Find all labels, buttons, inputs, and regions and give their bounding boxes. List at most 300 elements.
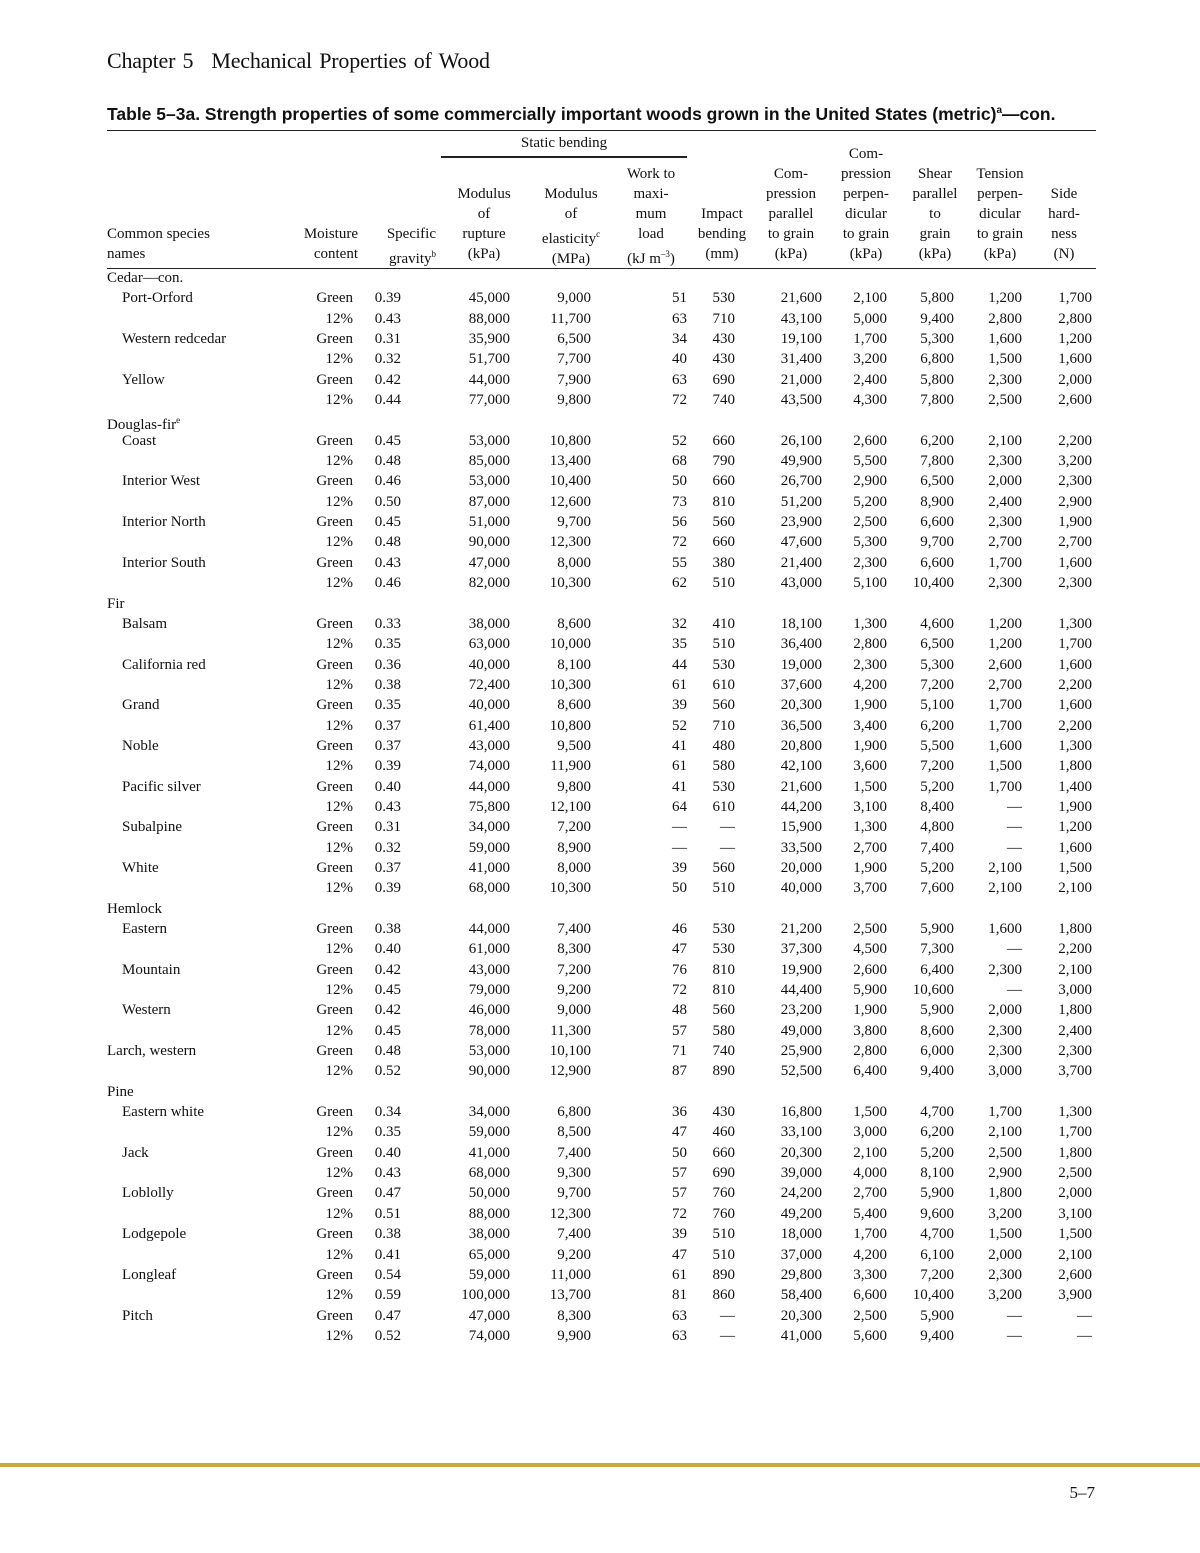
cell-shear-parallel: 5,900 — [920, 1002, 954, 1019]
cell-compression-perpendicular: 2,700 — [853, 839, 887, 856]
cell-modulus-of-elasticity: 10,400 — [549, 473, 591, 490]
cell-impact-bending: 690 — [712, 1165, 735, 1182]
group-row — [107, 1041, 1096, 1061]
cell-moisture-content: Green — [316, 656, 353, 673]
cell-tension-perpendicular: 1,700 — [988, 697, 1022, 714]
cell-work-to-max-load: 76 — [672, 961, 687, 978]
cell-modulus-of-elasticity: 8,300 — [557, 1307, 591, 1324]
cell-moisture-content: 12% — [325, 717, 353, 734]
cell-moisture-content: Green — [316, 1002, 353, 1019]
cell-work-to-max-load: 39 — [672, 1226, 687, 1243]
cell-work-to-max-load: 32 — [672, 615, 687, 632]
cell-work-to-max-load: 72 — [672, 982, 687, 999]
cell-compression-perpendicular: 1,900 — [853, 737, 887, 754]
cell-side-hardness: 2,100 — [1058, 880, 1092, 897]
cell-side-hardness: 2,200 — [1058, 941, 1092, 958]
cell-compression-perpendicular: 2,500 — [853, 1307, 887, 1324]
cell-modulus-of-elasticity: 9,200 — [557, 982, 591, 999]
cell-specific-gravity: 0.52 — [374, 1063, 401, 1080]
cell-modulus-of-rupture: 59,000 — [468, 839, 510, 856]
cell-compression-perpendicular: 5,200 — [853, 493, 887, 510]
cell-specific-gravity: 0.46 — [374, 473, 401, 490]
cell-modulus-of-elasticity: 9,200 — [557, 1246, 591, 1263]
cell-work-to-max-load: 46 — [672, 921, 687, 937]
cell-moisture-content: 12% — [325, 982, 353, 999]
cell-compression-parallel: 23,200 — [780, 1002, 822, 1019]
cell-side-hardness: 3,000 — [1058, 982, 1092, 999]
cell-modulus-of-rupture: 40,000 — [468, 656, 510, 673]
cell-moisture-content: 12% — [325, 1287, 353, 1304]
cell-moisture-content: 12% — [325, 310, 353, 327]
cell-tension-perpendicular: 2,000 — [988, 1002, 1022, 1019]
cell-compression-parallel: 49,000 — [780, 1022, 822, 1039]
chapter-title: Mechanical Properties of Wood — [211, 48, 490, 73]
cell-specific-gravity: 0.40 — [374, 778, 401, 795]
species-name: Interior West — [122, 473, 201, 490]
species-name: Port-Orford — [122, 290, 193, 307]
cell-compression-parallel: 37,600 — [780, 676, 822, 693]
cell-specific-gravity: 0.38 — [374, 921, 401, 937]
cell-tension-perpendicular: 2,100 — [988, 880, 1022, 897]
cell-tension-perpendicular: — — [1007, 839, 1022, 856]
cell-compression-perpendicular: 2,700 — [853, 1185, 887, 1202]
cell-compression-perpendicular: 3,300 — [853, 1266, 887, 1283]
cell-specific-gravity: 0.39 — [374, 880, 401, 897]
cell-compression-perpendicular: 2,800 — [853, 1043, 887, 1060]
cell-shear-parallel: 10,600 — [912, 982, 954, 999]
cell-moisture-content: 12% — [325, 1327, 353, 1344]
cell-side-hardness: 1,900 — [1058, 514, 1092, 531]
cell-specific-gravity: 0.35 — [374, 697, 401, 714]
cell-modulus-of-elasticity: 11,000 — [550, 1266, 591, 1283]
table-row — [107, 777, 1096, 797]
cell-moisture-content: Green — [316, 371, 353, 388]
table-row — [107, 370, 1096, 390]
cell-tension-perpendicular: 3,200 — [988, 1287, 1022, 1304]
species-group-name: Cedar—con. — [107, 270, 184, 286]
cell-compression-parallel: 23,900 — [780, 514, 822, 531]
cell-compression-perpendicular: 5,400 — [853, 1205, 887, 1222]
cell-work-to-max-load: 41 — [672, 778, 687, 795]
cell-modulus-of-rupture: 47,000 — [468, 554, 510, 571]
cell-compression-perpendicular: 1,900 — [853, 697, 887, 714]
cell-work-to-max-load: 64 — [672, 798, 687, 815]
table-row — [107, 655, 1096, 675]
cell-modulus-of-elasticity: 7,400 — [557, 1144, 591, 1161]
cell-moisture-content: 12% — [325, 636, 353, 653]
cell-side-hardness: 2,200 — [1058, 432, 1092, 449]
cell-side-hardness: 2,100 — [1058, 1246, 1092, 1263]
cell-shear-parallel: 5,300 — [920, 331, 954, 348]
cell-tension-perpendicular: 2,300 — [988, 1266, 1022, 1283]
species-name: Mountain — [122, 961, 181, 978]
cell-modulus-of-rupture: 90,000 — [468, 534, 510, 551]
cell-specific-gravity: 0.50 — [374, 493, 401, 510]
cell-modulus-of-elasticity: 8,500 — [557, 1124, 591, 1141]
cell-side-hardness: — — [1077, 1327, 1092, 1344]
cell-specific-gravity: 0.43 — [374, 310, 401, 327]
cell-modulus-of-elasticity: 12,300 — [549, 1205, 591, 1222]
cell-moisture-content: Green — [316, 921, 353, 937]
cell-compression-perpendicular: 1,300 — [853, 819, 887, 836]
cell-work-to-max-load: 40 — [672, 351, 687, 368]
cell-side-hardness: 2,000 — [1058, 1185, 1092, 1202]
cell-tension-perpendicular: — — [1007, 1307, 1022, 1324]
cell-side-hardness: 1,700 — [1058, 290, 1092, 307]
cell-modulus-of-rupture: 61,400 — [468, 717, 510, 734]
cell-impact-bending: 710 — [712, 717, 735, 734]
cell-compression-parallel: 37,000 — [780, 1246, 822, 1263]
cell-modulus-of-rupture: 68,000 — [468, 880, 510, 897]
cell-work-to-max-load: 81 — [672, 1287, 687, 1304]
species-name: Longleaf — [122, 1266, 177, 1283]
cell-compression-parallel: 20,800 — [780, 737, 822, 754]
cell-tension-perpendicular: 1,500 — [988, 351, 1022, 368]
cell-modulus-of-rupture: 44,000 — [468, 778, 510, 795]
cell-tension-perpendicular: 1,700 — [988, 717, 1022, 734]
cell-tension-perpendicular: 1,600 — [988, 737, 1022, 754]
cell-specific-gravity: 0.48 — [374, 453, 401, 470]
cell-modulus-of-elasticity: 8,900 — [557, 839, 591, 856]
cell-impact-bending: 660 — [712, 1144, 735, 1161]
cell-tension-perpendicular: 2,700 — [988, 534, 1022, 551]
cell-modulus-of-elasticity: 8,000 — [557, 554, 591, 571]
cell-moisture-content: 12% — [325, 453, 353, 470]
cell-compression-parallel: 29,800 — [780, 1266, 822, 1283]
cell-specific-gravity: 0.48 — [374, 1043, 401, 1060]
table-row — [107, 1143, 1096, 1163]
cell-work-to-max-load: 62 — [672, 575, 687, 592]
cell-specific-gravity: 0.42 — [374, 371, 401, 388]
cell-specific-gravity: 0.43 — [374, 1165, 401, 1182]
header-compression-parallel: Com- pression parallel to grain (kPa) — [766, 166, 816, 262]
header-work-to-max-load: Work to maxi- mum load (kJ $m^{-3}$) — [626, 166, 676, 267]
cell-specific-gravity: 0.43 — [374, 798, 401, 815]
group-row — [107, 899, 1096, 919]
table-row — [107, 817, 1096, 837]
cell-impact-bending: 560 — [712, 514, 735, 531]
cell-compression-perpendicular: 1,900 — [853, 859, 887, 876]
table-row — [107, 1204, 1096, 1224]
cell-compression-perpendicular: 2,500 — [853, 514, 887, 531]
cell-work-to-max-load: 34 — [672, 331, 687, 348]
cell-modulus-of-elasticity: 13,700 — [549, 1287, 591, 1304]
table-row — [107, 695, 1096, 715]
cell-shear-parallel: 10,400 — [912, 575, 954, 592]
cell-work-to-max-load: 72 — [672, 1205, 687, 1222]
cell-shear-parallel: 5,500 — [920, 737, 954, 754]
cell-specific-gravity: 0.39 — [374, 758, 401, 775]
header-modulus-of-rupture: Modulus of rupture (kPa) — [457, 186, 511, 262]
cell-moisture-content: 12% — [325, 798, 353, 815]
cell-shear-parallel: 5,200 — [920, 859, 954, 876]
cell-compression-perpendicular: 2,600 — [853, 432, 887, 449]
species-name: Eastern — [122, 921, 167, 937]
cell-modulus-of-elasticity: 13,400 — [549, 453, 591, 470]
cell-compression-perpendicular: 5,600 — [853, 1327, 887, 1344]
cell-modulus-of-elasticity: 11,700 — [550, 310, 591, 327]
cell-modulus-of-elasticity: 8,300 — [557, 941, 591, 958]
cell-tension-perpendicular: 1,800 — [988, 1185, 1022, 1202]
cell-modulus-of-elasticity: 9,700 — [557, 1185, 591, 1202]
cell-work-to-max-load: 50 — [672, 1144, 687, 1161]
cell-tension-perpendicular: — — [1007, 982, 1022, 999]
cell-tension-perpendicular: 2,100 — [988, 859, 1022, 876]
species-name: Jack — [122, 1144, 149, 1161]
cell-work-to-max-load: 52 — [672, 432, 687, 449]
cell-shear-parallel: 7,200 — [920, 758, 954, 775]
cell-moisture-content: 12% — [325, 941, 353, 958]
cell-shear-parallel: 6,600 — [920, 554, 954, 571]
cell-compression-perpendicular: 6,600 — [853, 1287, 887, 1304]
cell-impact-bending: 760 — [712, 1205, 735, 1222]
cell-side-hardness: 2,500 — [1058, 1165, 1092, 1182]
cell-shear-parallel: 6,600 — [920, 514, 954, 531]
species-name: Subalpine — [122, 819, 182, 836]
cell-compression-parallel: 26,100 — [780, 432, 822, 449]
cell-modulus-of-rupture: 40,000 — [468, 697, 510, 714]
cell-moisture-content: 12% — [325, 1022, 353, 1039]
cell-modulus-of-rupture: 65,000 — [468, 1246, 510, 1263]
cell-modulus-of-rupture: 61,000 — [468, 941, 510, 958]
cell-modulus-of-rupture: 44,000 — [468, 921, 510, 937]
cell-compression-parallel: 36,500 — [780, 717, 822, 734]
cell-compression-perpendicular: 1,500 — [853, 778, 887, 795]
cell-compression-parallel: 37,300 — [780, 941, 822, 958]
cell-impact-bending: 610 — [712, 676, 735, 693]
group-row — [107, 268, 1096, 288]
table-row — [107, 797, 1096, 817]
cell-shear-parallel: 6,800 — [920, 351, 954, 368]
table-row — [107, 349, 1096, 369]
cell-side-hardness: 1,500 — [1058, 1226, 1092, 1243]
cell-modulus-of-rupture: 100,000 — [461, 1287, 510, 1304]
cell-compression-parallel: 20,300 — [780, 1144, 822, 1161]
cell-modulus-of-rupture: 53,000 — [468, 1043, 510, 1060]
cell-specific-gravity: 0.47 — [374, 1307, 401, 1324]
cell-side-hardness: 1,200 — [1058, 819, 1092, 836]
cell-side-hardness: 1,600 — [1058, 697, 1092, 714]
cell-impact-bending: 740 — [712, 1043, 735, 1060]
cell-tension-perpendicular: 1,600 — [988, 921, 1022, 937]
cell-modulus-of-rupture: 41,000 — [468, 859, 510, 876]
cell-modulus-of-rupture: 43,000 — [468, 737, 510, 754]
cell-modulus-of-elasticity: 11,300 — [550, 1022, 591, 1039]
cell-modulus-of-elasticity: 10,800 — [549, 717, 591, 734]
cell-side-hardness: 2,100 — [1058, 961, 1092, 978]
cell-modulus-of-rupture: 38,000 — [468, 615, 510, 632]
table-row — [107, 878, 1096, 898]
table-row — [107, 980, 1096, 1000]
cell-tension-perpendicular: 2,800 — [988, 310, 1022, 327]
cell-modulus-of-elasticity: 12,900 — [549, 1063, 591, 1080]
cell-work-to-max-load: 35 — [672, 636, 687, 653]
cell-moisture-content: 12% — [325, 351, 353, 368]
cell-compression-perpendicular: 3,600 — [853, 758, 887, 775]
cell-impact-bending: 530 — [712, 656, 735, 673]
cell-impact-bending: 810 — [712, 961, 735, 978]
cell-compression-parallel: 52,500 — [780, 1063, 822, 1080]
cell-impact-bending: 560 — [712, 1002, 735, 1019]
cell-modulus-of-elasticity: 7,200 — [557, 819, 591, 836]
table-body — [107, 268, 1096, 1346]
cell-compression-perpendicular: 5,500 — [853, 453, 887, 470]
table-row — [107, 390, 1096, 410]
cell-modulus-of-elasticity: 9,000 — [557, 290, 591, 307]
cell-moisture-content: 12% — [325, 1063, 353, 1080]
cell-shear-parallel: 4,600 — [920, 615, 954, 632]
cell-specific-gravity: 0.37 — [374, 859, 401, 876]
cell-specific-gravity: 0.35 — [374, 636, 401, 653]
cell-side-hardness: 2,800 — [1058, 310, 1092, 327]
cell-compression-perpendicular: 2,100 — [853, 1144, 887, 1161]
cell-impact-bending: 660 — [712, 534, 735, 551]
cell-shear-parallel: 8,100 — [920, 1165, 954, 1182]
cell-side-hardness: 2,400 — [1058, 1022, 1092, 1039]
cell-impact-bending: — — [720, 839, 735, 856]
cell-modulus-of-rupture: 53,000 — [468, 473, 510, 490]
species-name: Western — [122, 1002, 171, 1019]
cell-compression-perpendicular: 2,600 — [853, 961, 887, 978]
cell-work-to-max-load: 63 — [672, 1327, 687, 1344]
cell-tension-perpendicular: — — [1007, 798, 1022, 815]
table-row — [107, 1326, 1096, 1346]
cell-tension-perpendicular: 1,200 — [988, 290, 1022, 307]
cell-impact-bending: 790 — [712, 453, 735, 470]
cell-compression-parallel: 43,100 — [780, 310, 822, 327]
cell-impact-bending: 430 — [712, 1104, 735, 1121]
species-name: Pacific silver — [122, 778, 201, 795]
cell-side-hardness: 2,300 — [1058, 575, 1092, 592]
cell-shear-parallel: 7,800 — [920, 453, 954, 470]
cell-compression-parallel: 24,200 — [780, 1185, 822, 1202]
species-name: Pitch — [122, 1307, 153, 1324]
cell-specific-gravity: 0.33 — [374, 615, 401, 632]
cell-side-hardness: 1,800 — [1058, 758, 1092, 775]
cell-specific-gravity: 0.43 — [374, 554, 401, 571]
cell-compression-perpendicular: 3,100 — [853, 798, 887, 815]
cell-side-hardness: 2,200 — [1058, 717, 1092, 734]
cell-compression-parallel: 40,000 — [780, 880, 822, 897]
cell-specific-gravity: 0.35 — [374, 1124, 401, 1141]
cell-work-to-max-load: 47 — [672, 941, 687, 958]
cell-impact-bending: — — [720, 1307, 735, 1324]
cell-work-to-max-load: 72 — [672, 534, 687, 551]
header-moisture: Moisture content — [303, 226, 358, 262]
cell-modulus-of-elasticity: 9,700 — [557, 514, 591, 531]
species-name: White — [122, 859, 159, 876]
cell-compression-perpendicular: 2,500 — [853, 921, 887, 937]
cell-work-to-max-load: 63 — [672, 371, 687, 388]
cell-tension-perpendicular: 1,600 — [988, 331, 1022, 348]
page-number: 5–7 — [1069, 1483, 1095, 1502]
cell-tension-perpendicular: 1,200 — [988, 636, 1022, 653]
cell-moisture-content: Green — [316, 1266, 353, 1283]
table-top-rule — [107, 130, 1096, 131]
table-row — [107, 838, 1096, 858]
cell-modulus-of-elasticity: 10,000 — [549, 636, 591, 653]
cell-moisture-content: Green — [316, 615, 353, 632]
cell-modulus-of-rupture: 50,000 — [468, 1185, 510, 1202]
cell-modulus-of-elasticity: 12,100 — [549, 798, 591, 815]
cell-work-to-max-load: — — [672, 839, 687, 856]
cell-impact-bending: 510 — [712, 1226, 735, 1243]
cell-impact-bending: 890 — [712, 1063, 735, 1080]
cell-tension-perpendicular: 2,500 — [988, 1144, 1022, 1161]
cell-compression-parallel: 58,400 — [780, 1287, 822, 1304]
cell-compression-perpendicular: 1,700 — [853, 331, 887, 348]
cell-work-to-max-load: 63 — [672, 310, 687, 327]
cell-compression-perpendicular: 5,900 — [853, 982, 887, 999]
cell-tension-perpendicular: 2,400 — [988, 493, 1022, 510]
cell-modulus-of-rupture: 53,000 — [468, 432, 510, 449]
cell-compression-perpendicular: 4,000 — [853, 1165, 887, 1182]
cell-compression-parallel: 18,000 — [780, 1226, 822, 1243]
cell-shear-parallel: 6,200 — [920, 717, 954, 734]
cell-compression-perpendicular: 2,300 — [853, 656, 887, 673]
cell-compression-parallel: 33,500 — [780, 839, 822, 856]
cell-impact-bending: 810 — [712, 493, 735, 510]
cell-specific-gravity: 0.45 — [374, 1022, 401, 1039]
cell-side-hardness: 2,700 — [1058, 534, 1092, 551]
cell-moisture-content: Green — [316, 514, 353, 531]
cell-side-hardness: 1,800 — [1058, 1144, 1092, 1161]
cell-tension-perpendicular: 2,000 — [988, 1246, 1022, 1263]
cell-side-hardness: 1,900 — [1058, 798, 1092, 815]
cell-side-hardness: 3,200 — [1058, 453, 1092, 470]
table-row — [107, 1000, 1096, 1020]
cell-specific-gravity: 0.42 — [374, 1002, 401, 1019]
table-row — [107, 634, 1096, 654]
cell-modulus-of-rupture: 68,000 — [468, 1165, 510, 1182]
cell-modulus-of-rupture: 82,000 — [468, 575, 510, 592]
cell-compression-parallel: 42,100 — [780, 758, 822, 775]
cell-compression-perpendicular: 4,200 — [853, 1246, 887, 1263]
cell-compression-perpendicular: 5,100 — [853, 575, 887, 592]
cell-impact-bending: 380 — [712, 554, 735, 571]
cell-impact-bending: 510 — [712, 636, 735, 653]
group-row — [107, 1082, 1096, 1102]
cell-moisture-content: Green — [316, 859, 353, 876]
cell-moisture-content: 12% — [325, 392, 353, 409]
cell-work-to-max-load: 47 — [672, 1246, 687, 1263]
cell-moisture-content: Green — [316, 1043, 353, 1060]
cell-shear-parallel: 6,400 — [920, 961, 954, 978]
cell-compression-perpendicular: 3,800 — [853, 1022, 887, 1039]
cell-tension-perpendicular: 1,700 — [988, 554, 1022, 571]
cell-modulus-of-elasticity: 10,300 — [549, 880, 591, 897]
cell-shear-parallel: 8,600 — [920, 1022, 954, 1039]
cell-impact-bending: — — [720, 819, 735, 836]
cell-impact-bending: 810 — [712, 982, 735, 999]
cell-specific-gravity: 0.32 — [374, 839, 401, 856]
species-group-name: Fir — [107, 595, 125, 612]
cell-work-to-max-load: 61 — [672, 1266, 687, 1283]
species-name: Grand — [122, 697, 160, 714]
cell-moisture-content: Green — [316, 697, 353, 714]
cell-shear-parallel: 9,400 — [920, 310, 954, 327]
cell-impact-bending: 660 — [712, 432, 735, 449]
cell-shear-parallel: 5,800 — [920, 290, 954, 307]
cell-side-hardness: 2,300 — [1058, 1043, 1092, 1060]
cell-work-to-max-load: 41 — [672, 737, 687, 754]
cell-impact-bending: 580 — [712, 1022, 735, 1039]
table-row — [107, 1061, 1096, 1081]
cell-tension-perpendicular: 1,500 — [988, 1226, 1022, 1243]
cell-moisture-content: Green — [316, 778, 353, 795]
header-compression-perpendicular: Com- pression perpen- dicular to grain (kPa) — [841, 146, 891, 262]
cell-compression-parallel: 25,900 — [780, 1043, 822, 1060]
